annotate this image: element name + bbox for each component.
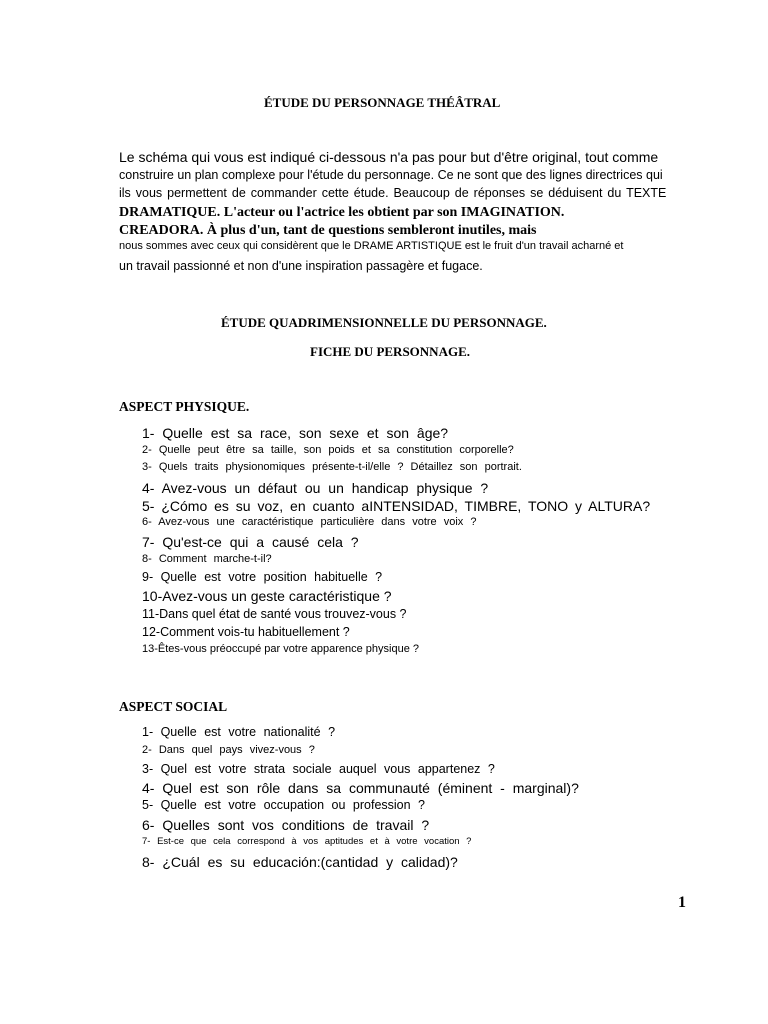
list-item: 2- Quelle peut être sa taille, son poids et sa constitution corporelle? [142,444,514,456]
list-item: 8- ¿Cuál es su educación:(cantidad y calidad)? [142,854,458,870]
list-item: 7- Est-ce que cela correspond à vos aptitudes et à votre vocation ? [142,836,472,847]
section-subtitle: ÉTUDE QUADRIMENSIONNELLE DU PERSONNAGE. [221,315,547,330]
list-item: 4- Quel est son rôle dans sa communauté (éminent - marginal)? [142,780,579,796]
list-item: 1- Quelle est votre nationalité ? [142,725,336,739]
list-item: 12-Comment vois-tu habituellement ? [142,625,350,639]
list-item: 9- Quelle est votre position habituelle ? [142,570,383,584]
list-item: 6- Avez-vous une caractéristique particulière dans votre voix ? [142,516,477,528]
intro-line: nous sommes avec ceux qui considèrent que le DRAME ARTISTIQUE est le fruit d'un travail acharné et [119,240,624,252]
list-item: 2- Dans quel pays vivez-vous ? [142,744,315,756]
intro-line: Le schéma qui vous est indiqué ci-dessous n'a pas pour but d'être original, tout comme [119,149,659,165]
list-item: 3- Quels traits physionomiques présente-t-il/elle ? Détaillez son portrait. [142,461,522,473]
list-item: 10-Avez-vous un geste caractéristique ? [142,588,392,604]
intro-line: un travail passionné et non d'une inspiration passagère et fugace. [119,259,483,273]
document-title: ÉTUDE DU PERSONNAGE THÉÂTRAL [264,95,501,110]
social-aspect-heading: ASPECT SOCIAL [119,699,228,714]
intro-line: ils vous permettent de commander cette étude. Beaucoup de réponses se déduisent du TEXTE [119,186,667,200]
list-item: 6- Quelles sont vos conditions de travail ? [142,817,430,833]
list-item: 7- Qu'est-ce qui a causé cela ? [142,534,359,550]
physical-aspect-heading: ASPECT PHYSIQUE. [119,399,250,414]
list-item: 4- Avez-vous un défaut ou un handicap physique ? [142,480,489,496]
intro-line: DRAMATIQUE. L'acteur ou l'actrice les obtient par son IMAGINATION. [119,205,565,220]
list-item: 5- Quelle est votre occupation ou profession ? [142,798,426,812]
list-item: 8- Comment marche-t-il? [142,553,272,565]
intro-line: construire un plan complexe pour l'étude du personnage. Ce ne sont que des lignes directrices qui [119,168,663,182]
intro-line: CREADORA. À plus d'un, tant de questions sembleront inutiles, mais [119,223,537,238]
list-item: 11-Dans quel état de santé vous trouvez-vous ? [142,607,407,621]
list-item: 1- Quelle est sa race, son sexe et son âge? [142,425,449,441]
list-item: 5- ¿Cómo es su voz, en cuanto aINTENSIDAD, TIMBRE, TONO y ALTURA? [142,498,651,514]
list-item: 3- Quel est votre strata sociale auquel vous appartenez ? [142,762,495,776]
section-subtitle: FICHE DU PERSONNAGE. [310,344,470,359]
page-number: 1 [678,894,686,911]
list-item: 13-Êtes-vous préoccupé par votre apparence physique ? [142,643,420,655]
